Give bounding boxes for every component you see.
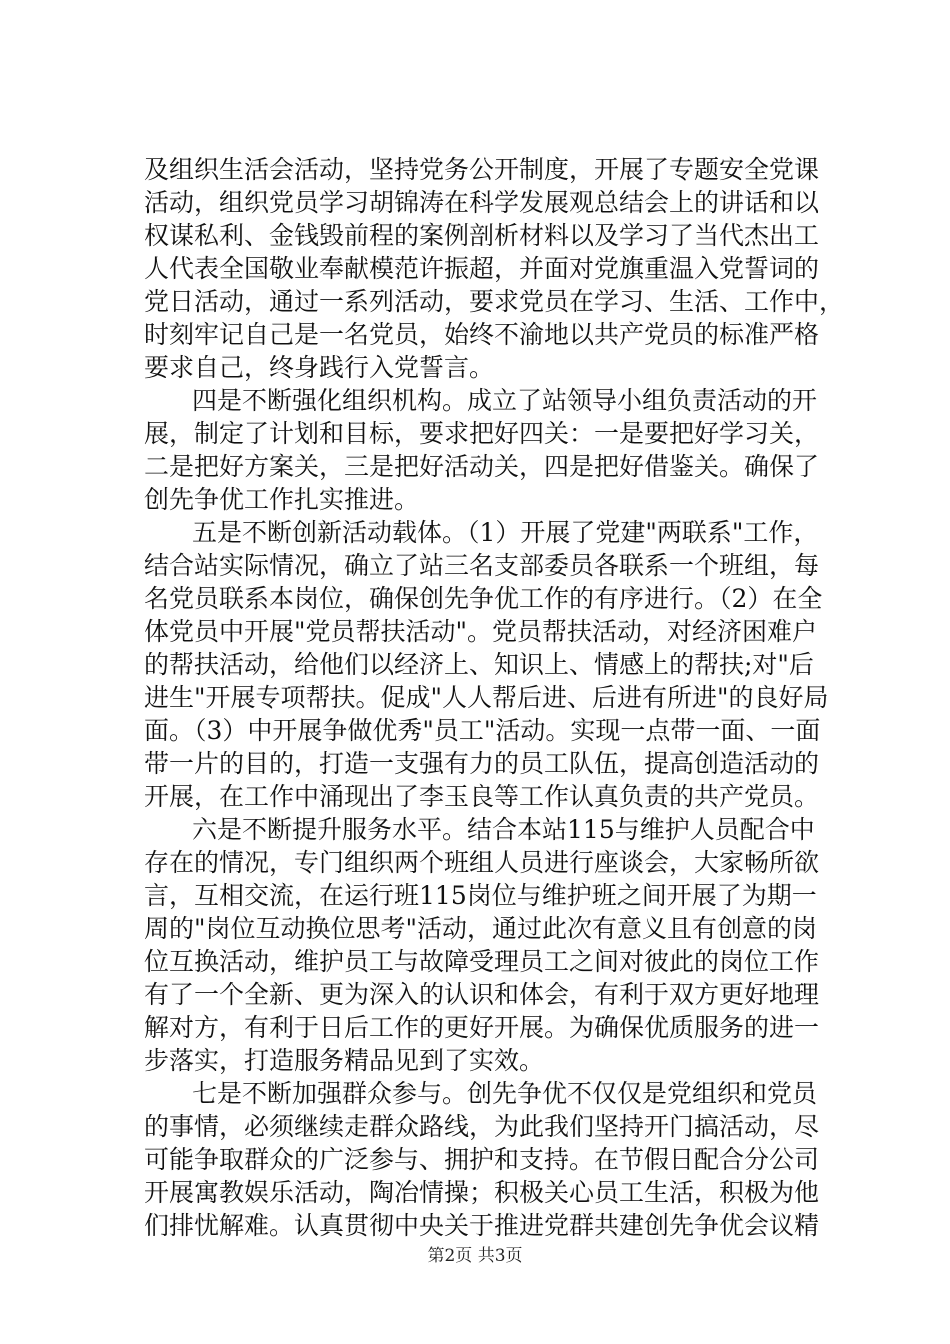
paragraph-first-line: 六是不断提升服务水平。结合本站115与维护人员配合中 (192, 815, 815, 844)
text-line: 言，互相交流，在运行班115岗位与维护班之间开展了为期一 (144, 881, 817, 910)
text-line: 及组织生活会活动，坚持党务公开制度，开展了专题安全党课 (144, 155, 820, 184)
paragraph-first-line: 四是不断强化组织机构。成立了站领导小组负责活动的开 (192, 386, 818, 415)
text-line: 创先争优工作扎实推进。 (144, 485, 420, 514)
text-line: 存在的情况，专门组织两个班组人员进行座谈会，大家畅所欲 (144, 848, 820, 877)
text-line: 周的"岗位互动换位思考"活动，通过此次有意义且有创意的岗 (144, 914, 818, 943)
text-line: 活动，组织党员学习胡锦涛在科学发展观总结会上的讲话和以 (144, 188, 820, 217)
text-line: 可能争取群众的广泛参与、拥护和支持。在节假日配合分公司 (144, 1145, 820, 1174)
paragraph-first-line: 五是不断创新活动载体。（1）开展了党建"两联系"工作， (192, 518, 819, 547)
text-line: 展，制定了计划和目标，要求把好四关：一是要把好学习关， (144, 419, 820, 448)
text-line: 结合站实际情况，确立了站三名支部委员各联系一个班组，每 (144, 551, 820, 580)
text-line: 面。（3）中开展争做优秀"员工"活动。实现一点带一面、一面 (144, 716, 821, 745)
text-line: 有了一个全新、更为深入的认识和体会，有利于双方更好地理 (144, 980, 820, 1009)
text-line: 们排忧解难。认真贯彻中央关于推进党群共建创先争优会议精 (144, 1211, 820, 1240)
paragraph-first-line: 七是不断加强群众参与。创先争优不仅仅是党组织和党员 (192, 1079, 818, 1108)
text-line: 解对方，有利于日后工作的更好开展。为确保优质服务的进一 (144, 1013, 820, 1042)
text-line: 的帮扶活动，给他们以经济上、知识上、情感上的帮扶;对"后 (144, 650, 814, 679)
text-line: 党日活动，通过一系列活动，要求党员在学习、生活、工作中， (144, 287, 845, 316)
text-line: 位互换活动，维护员工与故障受理员工之间对彼此的岗位工作 (144, 947, 820, 976)
text-line: 名党员联系本岗位，确保创先争优工作的有序进行。（2）在全 (144, 584, 823, 613)
text-line: 开展，在工作中涌现出了李玉良等工作认真负责的共产党员。 (144, 782, 820, 811)
text-line: 权谋私利、金钱毁前程的案例剖析材料以及学习了当代杰出工 (144, 221, 820, 250)
text-line: 要求自己，终身践行入党誓言。 (144, 353, 495, 382)
text-line: 进生"开展专项帮扶。促成"人人帮后进、后进有所进"的良好局 (144, 683, 829, 712)
text-line: 的事情，必须继续走群众路线，为此我们坚持开门搞活动，尽 (144, 1112, 820, 1141)
text-line: 时刻牢记自己是一名党员，始终不渝地以共产党员的标准严格 (144, 320, 820, 349)
body-text (144, 153, 844, 1242)
text-line: 体党员中开展"党员帮扶活动"。党员帮扶活动，对经济困难户 (144, 617, 818, 646)
page-number-footer: 第2页 共3页 (427, 1246, 523, 1266)
text-line: 二是把好方案关，三是把好活动关，四是把好借鉴关。确保了 (144, 452, 820, 481)
text-line: 带一片的目的，打造一支强有力的员工队伍，提高创造活动的 (144, 749, 820, 778)
text-line: 人代表全国敬业奉献模范许振超，并面对党旗重温入党誓词的 (144, 254, 820, 283)
text-line: 步落实，打造服务精品见到了实效。 (144, 1046, 545, 1075)
text-line: 开展寓教娱乐活动，陶冶情操；积极关心员工生活，积极为他 (144, 1178, 820, 1207)
